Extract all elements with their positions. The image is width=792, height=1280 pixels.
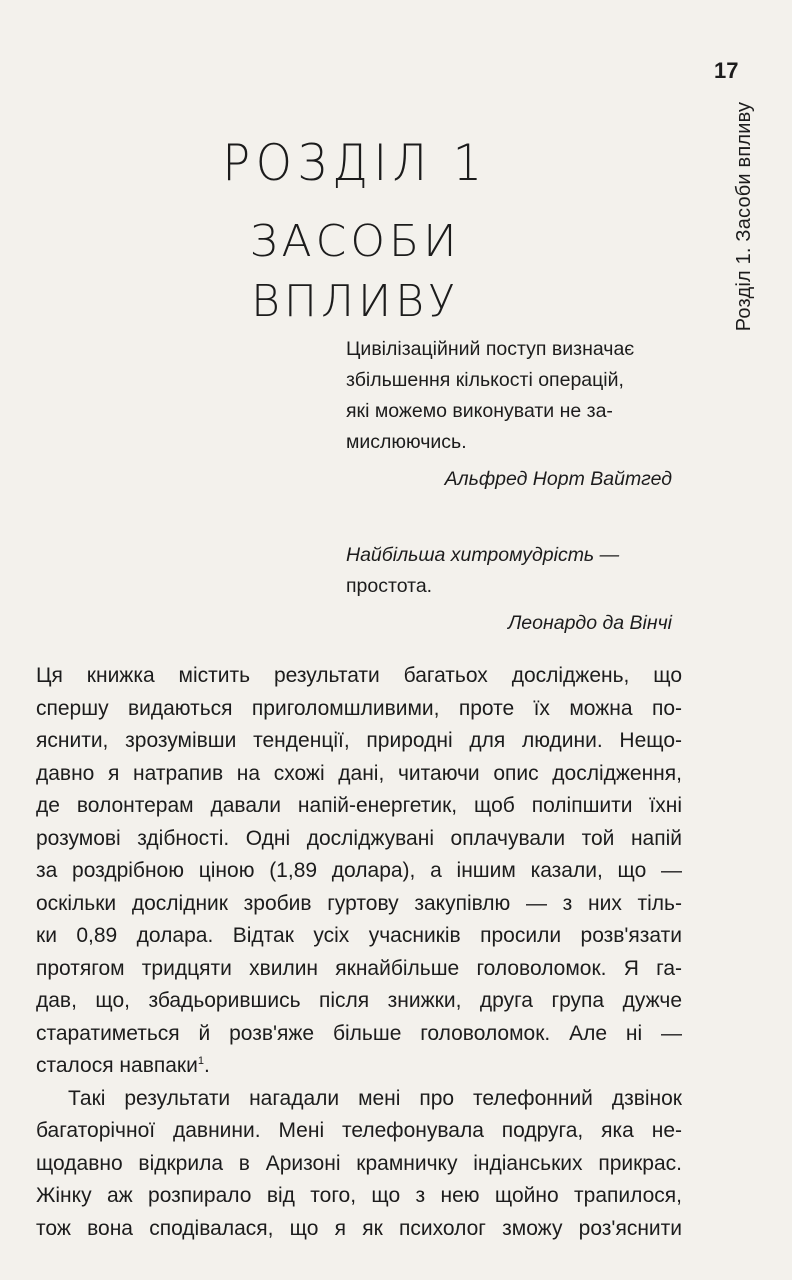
quote-line: збільшення кількості операцій, <box>346 369 624 391</box>
epigraph <box>346 334 672 495</box>
running-head <box>730 96 760 336</box>
text-line: протягом тридцяти хвилин якнайбільше головоломок. Я га- <box>36 956 682 980</box>
text-line: давно я натрапив на схожі дані, читаючи опис дослідження, <box>36 761 682 785</box>
epigraph-author: Альфред Норт Вайтгед <box>444 468 672 490</box>
text-line: сталося навпаки$^1$. <box>36 1054 210 1077</box>
text-line: оскільки дослідник зробив гуртову закупівлю — з них тіль- <box>36 891 682 915</box>
text-line: спершу видаються приголомшливими, проте їх можна по- <box>36 696 682 720</box>
text-line-content: сталося навпаки <box>36 1054 198 1077</box>
chapter-label: РОЗДІЛ 1 <box>222 134 488 192</box>
quote-line: простота. <box>346 575 433 597</box>
chapter-heading <box>150 128 560 332</box>
text-line: щодавно відкрила в Аризоні крамничку індіанських прикрас. <box>36 1151 682 1175</box>
text-line: Ця книжка містить результати багатьох досліджень, що <box>36 664 682 687</box>
epigraph-quote <box>346 334 672 458</box>
text-line: ки 0,89 долара. Відтак усіх учасників просили розв'язати <box>36 924 682 947</box>
text-line: багаторічної давнини. Мені телефонувала подруга, яка не- <box>36 1119 682 1142</box>
paragraph <box>36 1083 682 1246</box>
text-line: за роздрібною ціною (1,89 долара), а іншим казали, що — <box>36 859 682 882</box>
text-line: де волонтерам давали напій-енергетик, щоб поліпшити їхні <box>36 794 682 817</box>
epigraph <box>346 540 672 639</box>
text-line: Такі результати нагадали мені про телефонний дзвінок <box>68 1086 682 1110</box>
text-line: дав, що, збадьорившись після знижки, друга група дужче <box>36 989 682 1012</box>
epigraph-author: Леонардо да Вінчі <box>507 612 672 634</box>
footnote-marker: 1 <box>197 1055 204 1067</box>
text-line: тож вона сподівалася, що я як психолог зможу роз'яснити <box>36 1216 682 1240</box>
text-line: Жінку аж розпирало від того, що з нею щойно трапилося, <box>36 1184 682 1207</box>
quote-line: Цивілізаційний поступ визначає <box>346 338 635 360</box>
running-head-text: Розділ 1. Засоби впливу <box>733 101 756 331</box>
quote-line: Найбільша хитромудрість — <box>346 544 620 566</box>
paragraph <box>36 660 682 1083</box>
text-line: яснити, зрозумівши тенденції, природні для людини. Нещо- <box>36 729 682 752</box>
page-number: 17 <box>714 58 739 83</box>
text-line: старатиметься й розв'яже більше головоломок. Але ні — <box>36 1021 682 1045</box>
quote-line: які можемо виконувати не за- <box>346 400 613 422</box>
epigraph-quote <box>346 540 672 602</box>
chapter-title: ЗАСОБИ ВПЛИВУ <box>249 216 461 327</box>
text-line: розумові здібності. Одні досліджувані оплачували той напій <box>36 826 682 850</box>
body-text <box>36 660 682 1245</box>
quote-line: мислюючись. <box>346 431 467 453</box>
